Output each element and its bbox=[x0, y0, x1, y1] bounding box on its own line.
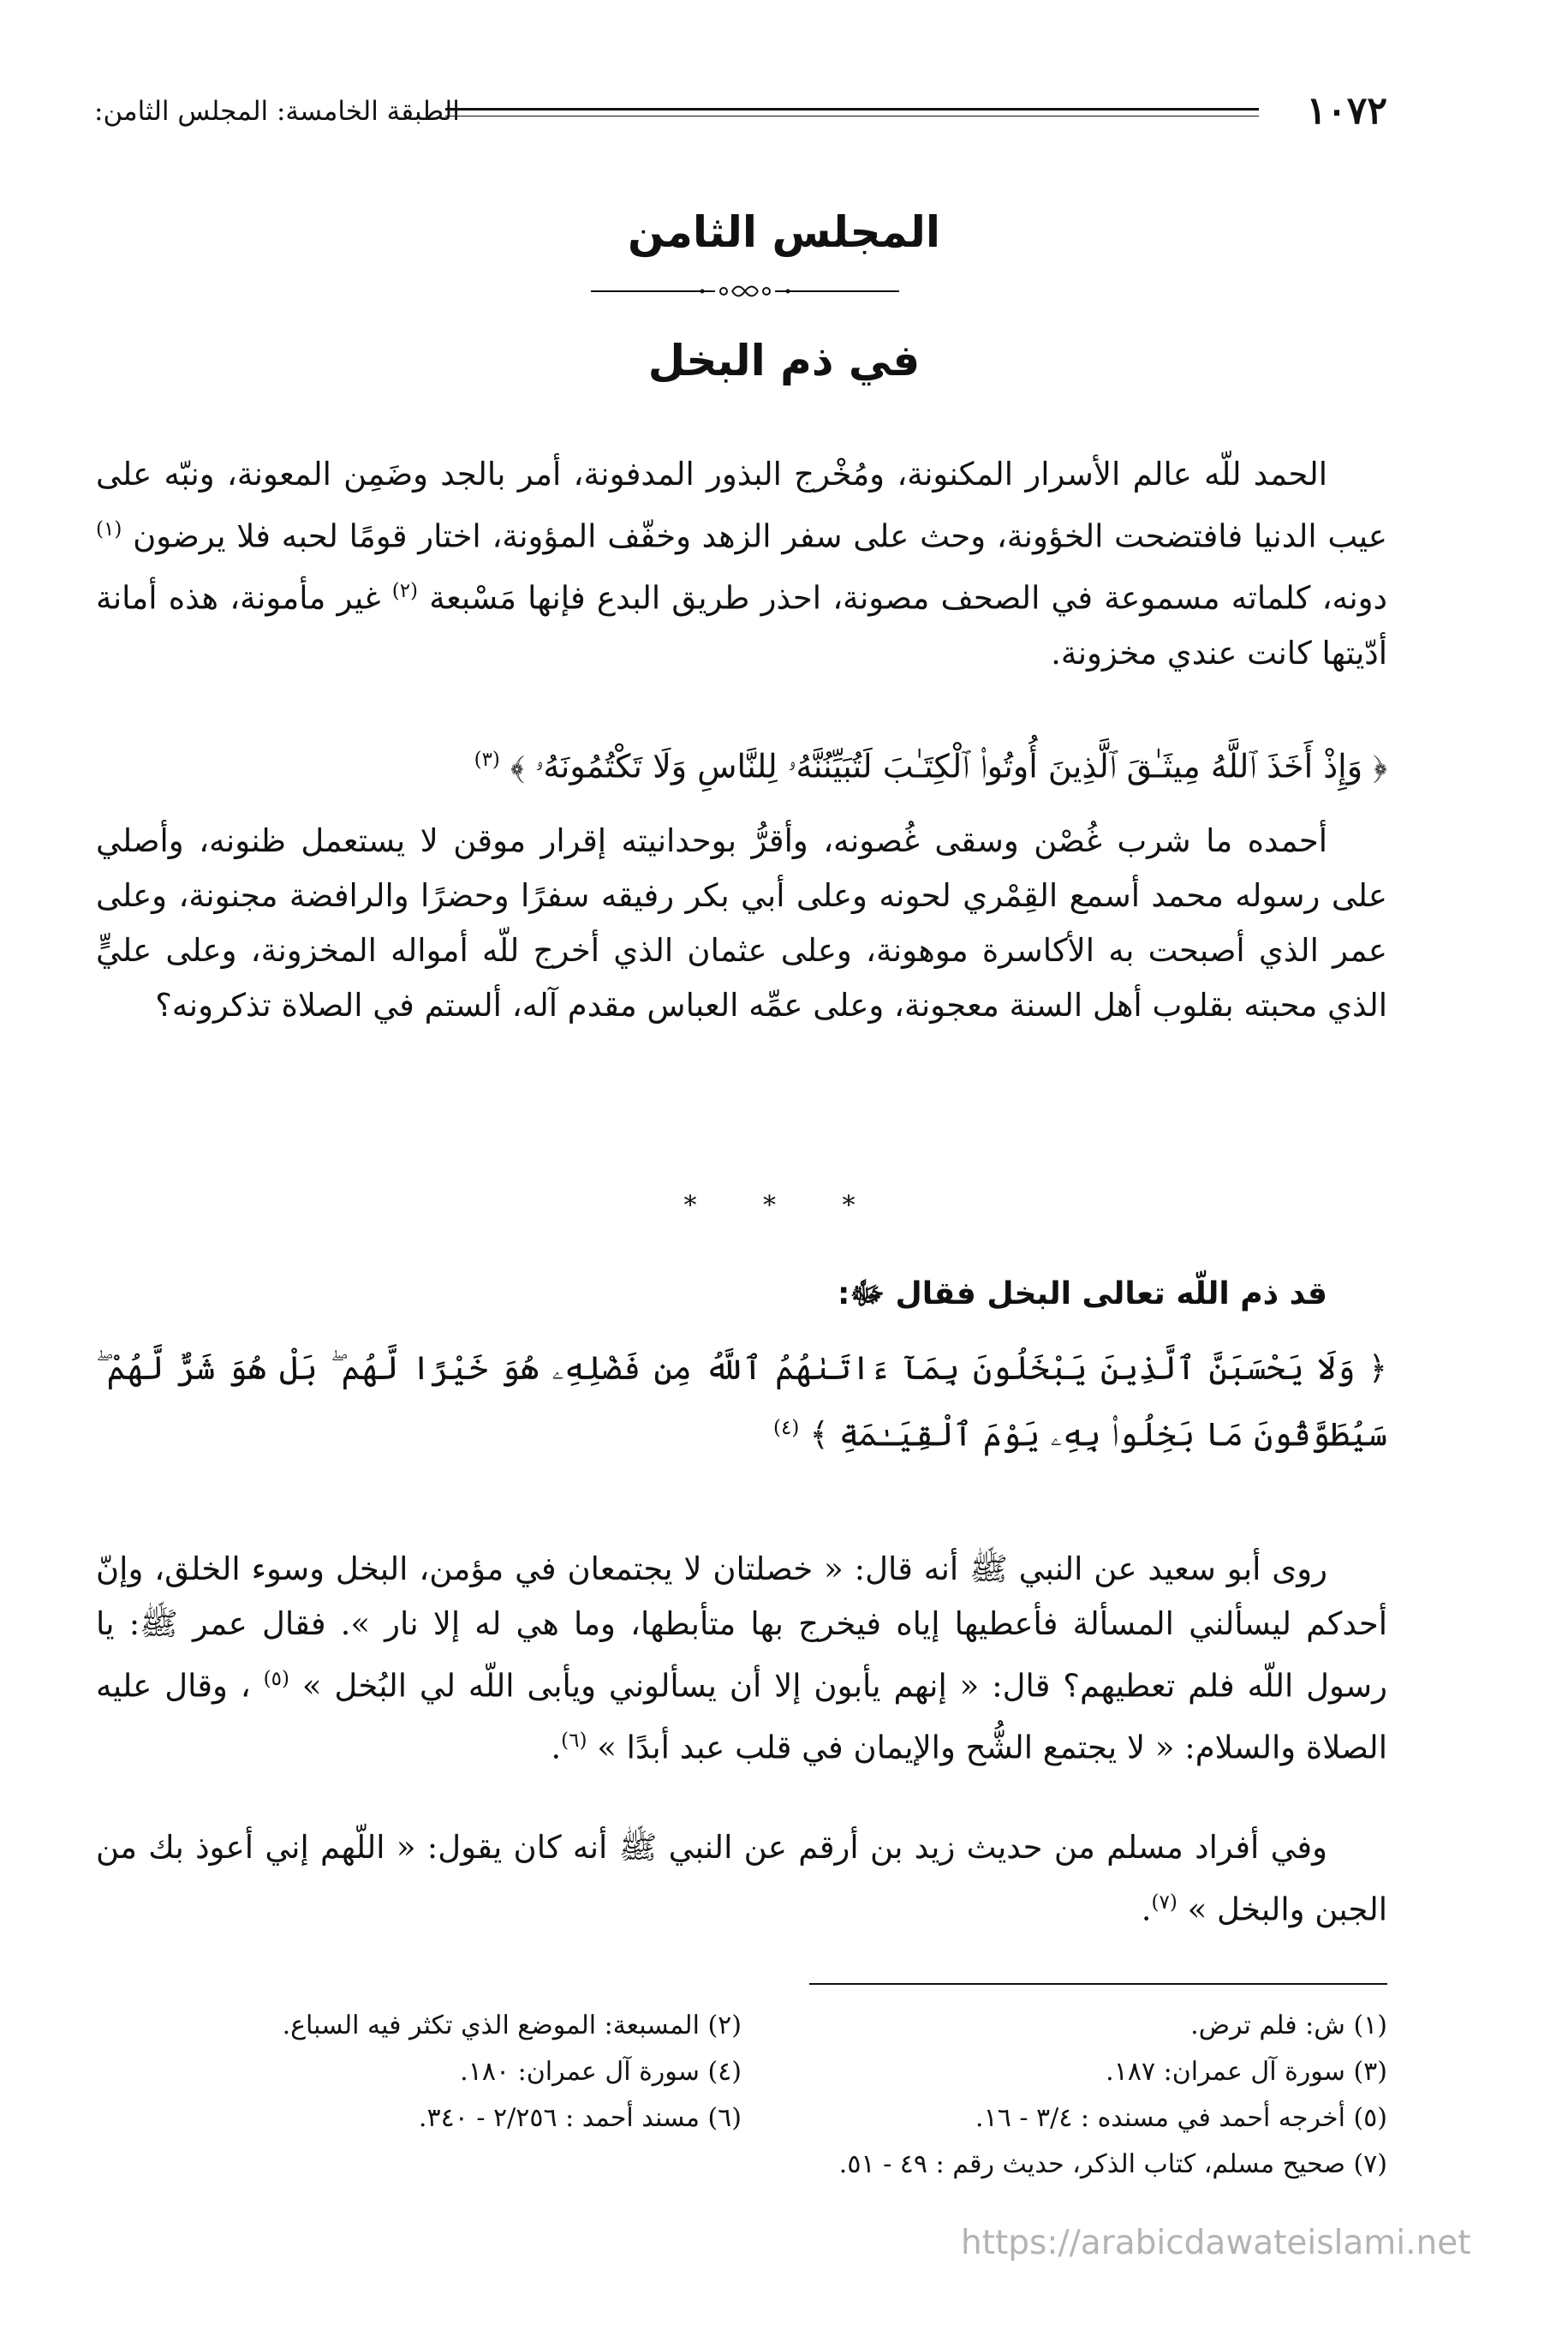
footnote-ref: (٧) bbox=[1151, 1891, 1177, 1914]
running-header bbox=[94, 89, 1387, 133]
footnote-ref: (٢) bbox=[391, 580, 419, 603]
chapter-title: المجلس الثامن bbox=[627, 207, 940, 257]
hadith-paragraph-1: روى أبو سعيد عن النبي ﷺ أنه قال: « خصلتان لا يجتمعان في مؤمن، البخل وسوء الخلق، وإنّ أحدكم ليسألني المسألة فأعطيها إياه فيخرج بها متأبطها، وما هي له إلا نار ». فقال عمر ﷺ: يا رسول اللّه فلم تعطيهم؟ قال: « إنهم يأبون إلا أن يسألوني ويأبى اللّه لي البُخل » $^{(٥)}$ ، وقال عليه الصلاة والسلام: « لا يجتمع الشُّح والإيمان في قلب عبد أبدًا » $^{(٦)}$. bbox=[96, 1550, 1387, 1766]
footnote-ref: (١) bbox=[96, 518, 122, 541]
ornament-divider bbox=[591, 278, 899, 304]
footnote-3: (٣) سورة آل عمران: ١٨٧. bbox=[1106, 2057, 1387, 2087]
footnote-ref: (٥) bbox=[263, 1668, 289, 1690]
hadith-paragraph-2: وفي أفراد مسلم من حديث زيد بن أرقم عن النبي ﷺ أنه كان يقول: « اللّهم إني أعوذ بك من الجبن والبخل » $^{(٧)}$. bbox=[96, 1829, 1387, 1928]
chapter-subtitle: في ذم البخل bbox=[647, 336, 921, 385]
section-heading: قد ذم اللّه تعالى البخل فقال ﷻ: bbox=[837, 1276, 1327, 1311]
footnote-5: (٥) أخرجه أحمد في مسنده : ٣/٤ - ١٦. bbox=[975, 2103, 1387, 2133]
quran-verse-1: ﴿ وَإِذْ أَخَذَ ٱللَّهُ مِيثَـٰقَ ٱلَّذِينَ أُوتُوا۟ ٱلْكِتَـٰبَ لَتُبَيِّنُنَّهُۥ لِلنَّاسِ وَلَا تَكْتُمُونَهُۥ ﴾ $^{(٣)}$ bbox=[474, 747, 1387, 786]
quran-verse-2: ﴿ وَلَا يَحْسَبَنَّ ٱلَّذِينَ يَبْخَلُونَ بِمَآ ءَاتَىٰهُمُ ٱللَّهُ مِن فَضْلِهِۦ هُوَ خَيْرًا لَّهُم ۖ بَلْ هُوَ شَرٌّ لَّهُمْ ۖ سَيُطَوَّقُونَ مَا بَخِلُوا۟ بِهِۦ يَوْمَ ٱلْقِيَـٰمَةِ ﴾ $^{(٤)}$ bbox=[96, 1349, 1387, 1454]
intro-paragraph-1: الحمد للّه عالم الأسرار المكنونة، ومُخْرج البذور المدفونة، أمر بالجد وضَمِن المعونة، ونبّه على عيب الدنيا فافتضحت الخؤونة، وحث على سفر الزهد وخفّف المؤونة، اختار قومًا لحبه فلا يرضون $^{(١)}$ دونه، كلماته مسموعة في الصحف مصونة، احذر طريق البدع فإنها مَسْبعة $^{(٢)}$ غير مأمونة، هذه أمانة أدّيتها كانت عندي مخزونة. bbox=[96, 456, 1388, 672]
header-rule bbox=[445, 108, 1259, 116]
intro-paragraph-2: أحمده ما شرب غُصْن وسقى غُصونه، وأقرُّ بوحدانيته إقرار موقن لا يستعمل ظنونه، وأصلي على رسوله محمد أسمع القِمْري لحونه وعلى أبي بكر رفيقه سفرًا وحضرًا والرافضة مجنونة، وعلى عمر الذي أصبحت به الأكاسرة موهونة، وعلى عثمان الذي أخرج للّه أمواله المخزونة، وعلى عليٍّ الذي محبته بقلوب أهل السنة معجونة، وعلى عمِّه العباس مقدم آله، ألستم في الصلاة تذكرونه؟ bbox=[96, 822, 1387, 1024]
footnotes bbox=[96, 2003, 1387, 2188]
footnote-6: (٦) مسند أحمد : ٢/٢٥٦ - ٣٤٠. bbox=[418, 2103, 742, 2133]
footnote-rule bbox=[809, 1983, 1387, 1985]
running-title: الطبقة الخامسة: المجلس الثامن: bbox=[94, 96, 460, 127]
footnote-2: (٢) المسبعة: الموضع الذي تكثر فيه السباع. bbox=[282, 2010, 742, 2040]
footnote-4: (٤) سورة آل عمران: ١٨٠. bbox=[460, 2057, 742, 2087]
page-number: ١٠٧٢ bbox=[1306, 89, 1387, 133]
footnote-1: (١) ش: فلم ترض. bbox=[1190, 2010, 1387, 2040]
footnote-ref: (٤) bbox=[773, 1417, 800, 1439]
footnote-ref: (٦) bbox=[561, 1730, 587, 1753]
footnote-ref: (٣) bbox=[474, 749, 500, 771]
footnote-7: (٧) صحيح مسلم، كتاب الذكر، حديث رقم : ٤٩ - ٥١. bbox=[838, 2149, 1387, 2179]
watermark-url: https://arabicdawateislami.net bbox=[961, 2224, 1471, 2262]
section-separator: * * * bbox=[683, 1191, 885, 1221]
